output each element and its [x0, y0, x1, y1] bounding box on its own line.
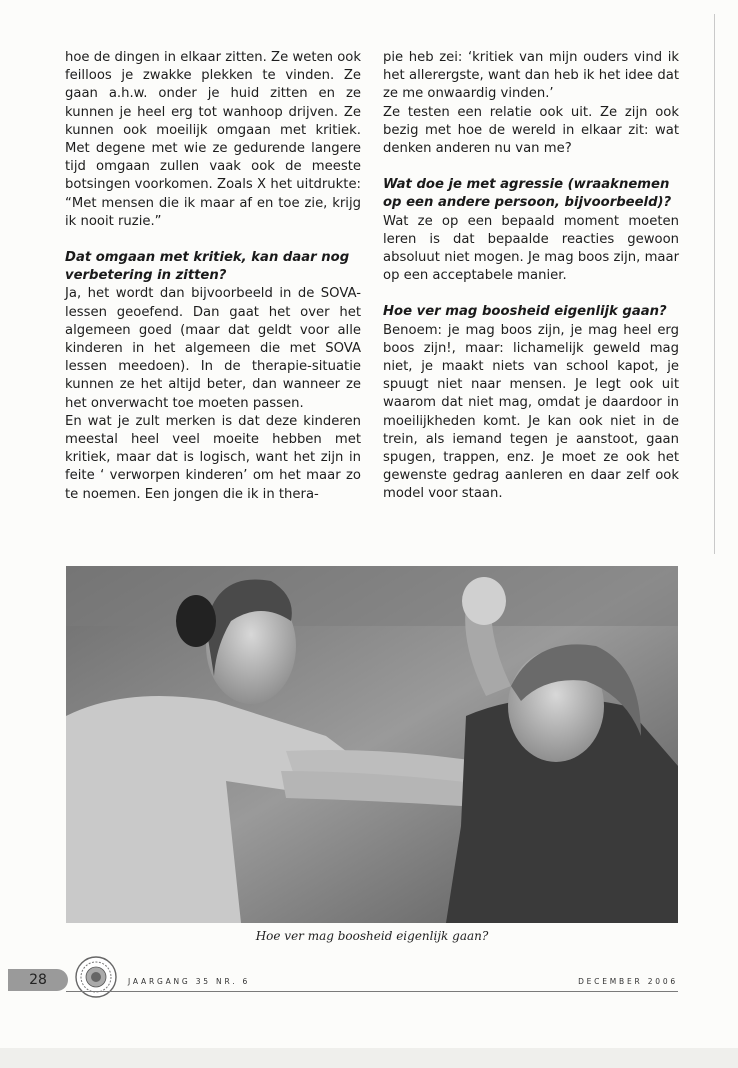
- right-heading-agressie: Wat doe je met agressie (wraaknemen op een andere persoon, bijvoorbeeld)?: [383, 177, 672, 211]
- right-paragraph-3: Wat ze op een bepaald moment moeten leren is dat bepaalde reacties gewoon absoluut niet mogen. Je mag boos zijn, maar op een acceptabele manier.: [383, 213, 679, 284]
- margin-rule: [714, 14, 715, 554]
- page-number: 28: [8, 969, 68, 991]
- right-paragraph-1: pie heb zei: ‘kritiek van mijn ouders vind ik het allerergste, want dan heb ik het idee dat ze me onwaardig vinden.’: [383, 50, 679, 102]
- issue-date: DECEMBER 2006: [578, 977, 678, 986]
- photo-caption: Hoe ver mag boosheid eigenlijk gaan?: [255, 929, 489, 943]
- page-footer: [0, 955, 738, 995]
- left-column: [65, 49, 361, 504]
- right-heading-boosheid: Hoe ver mag boosheid eigenlijk gaan?: [383, 304, 667, 320]
- journal-seal-icon: [74, 955, 118, 999]
- left-paragraph-2: Ja, het wordt dan bijvoorbeeld in de SOVA-lessen geoefend. Dan gaat het over het algemeen goed (maar dat geldt voor alle kinderen in het algemeen die met SOVA lessen meedoen). In de therapie-situatie kunnen ze het altijd beter, dan wanneer ze het onverwacht toe moeten passen.: [65, 286, 361, 411]
- journal-issue: JAARGANG 35 NR. 6: [128, 977, 251, 986]
- right-paragraph-4: Benoem: je mag boos zijn, je mag heel erg boos zijn!, maar: lichamelijk geweld mag niet, je maakt niets van school kapot, je spuugt niet naar mensen. Je legt ook uit waarom dat niet mag, omdat je daardoor in moeilijkheden komt. Je kan ook niet in de trein, als iemand tegen je aanstoot, gaan spugen, trappen, enz. Je moet ze ook het gewenste gedrag aanleren en daar zelf ook model voor staan.: [383, 322, 679, 502]
- photo-two-girls: [66, 566, 678, 923]
- photo-illustration: [66, 566, 678, 923]
- footer-rule: [66, 991, 678, 992]
- left-heading-kritiek: Dat omgaan met kritiek, kan daar nog verbetering in zitten?: [65, 250, 350, 284]
- right-column: [383, 49, 679, 504]
- scan-edge: [0, 1048, 738, 1068]
- left-paragraph-3: En wat je zult merken is dat deze kinderen meestal heel veel moeite hebben met kritiek, maar dat is logisch, want het zijn in feite ‘ verworpen kinderen’ om het maar zo te noemen. Een jongen die ik in thera-: [65, 413, 361, 502]
- left-paragraph-1: hoe de dingen in elkaar zitten. Ze weten ook feilloos je zwakke plekken te vinden. Ze gaan a.h.w. onder je huid zitten en ze kunnen je heel erg tot wanhoop drijven. Ze kunnen ook moeilijk omgaan met kritiek. Met degene met wie ze gedurende langere tijd omgaan zullen vaak ook de meeste botsingen voorkomen. Zoals X het uitdrukte: “Met mensen die ik maar af en toe zie, krijg ik nooit ruzie.”: [65, 50, 361, 229]
- right-paragraph-2: Ze testen een relatie ook uit. Ze zijn ook bezig met hoe de wereld in elkaar zit: wat denken anderen nu van me?: [383, 104, 679, 157]
